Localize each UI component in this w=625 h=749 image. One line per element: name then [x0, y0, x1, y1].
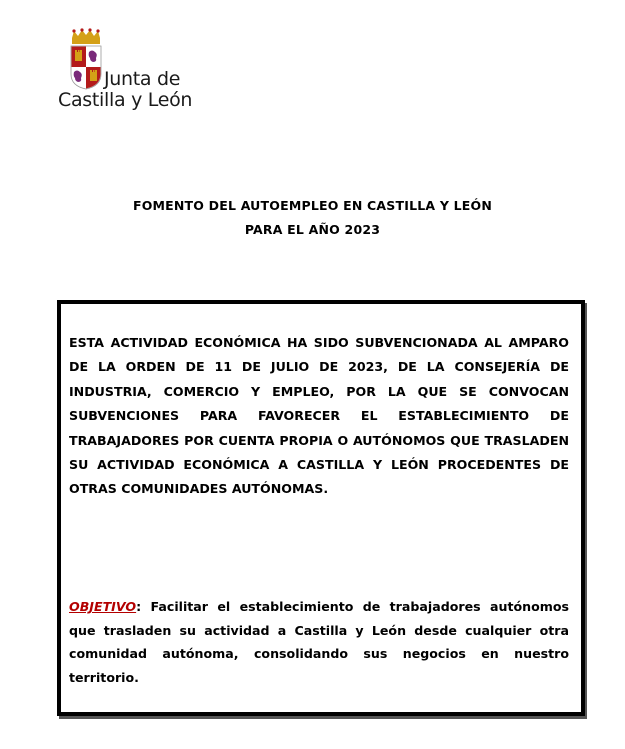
- logo-text-line1: Junta de: [104, 68, 181, 90]
- logo-text-line2: Castilla y León: [58, 89, 193, 111]
- notice-box: [57, 300, 585, 716]
- notice-body-text: ESTA ACTIVIDAD ECONÓMICA HA SIDO SUBVENCIONADA AL AMPARO DE LA ORDEN DE 11 DE JULIO DE 2023, DE LA CONSEJERÍA DE INDUSTRIA, COMERCIO Y EMPLEO, POR LA QUE SE CONVOCAN SUBVENCIONES PARA FAVORECER EL ESTABLECIMIENTO DE TRABAJADORES POR CUENTA PROPIA O AUTÓNOMOS QUE TRASLADEN SU ACTIVIDAD ECONÓMICA A CASTILLA Y LEÓN PROCEDENTES DE OTRAS COMUNIDADES AUTÓNOMAS.: [69, 335, 569, 497]
- objective-text: Facilitar el establecimiento de trabajadores autónomos que trasladen su actividad a Castilla y León desde cualquier otra comunidad autónoma, consolidando sus negocios en nuestro territorio.: [69, 599, 570, 685]
- objective-paragraph: [69, 595, 569, 689]
- objective-label: OBJETIVO: [69, 599, 137, 614]
- document-title-line2: PARA EL AÑO 2023: [244, 222, 381, 237]
- objective-separator: :: [136, 599, 151, 614]
- document-title-line1: FOMENTO DEL AUTOEMPLEO EN CASTILLA Y LEÓN: [132, 198, 493, 213]
- coat-of-arms-icon: [68, 28, 104, 90]
- junta-logo: [58, 28, 208, 110]
